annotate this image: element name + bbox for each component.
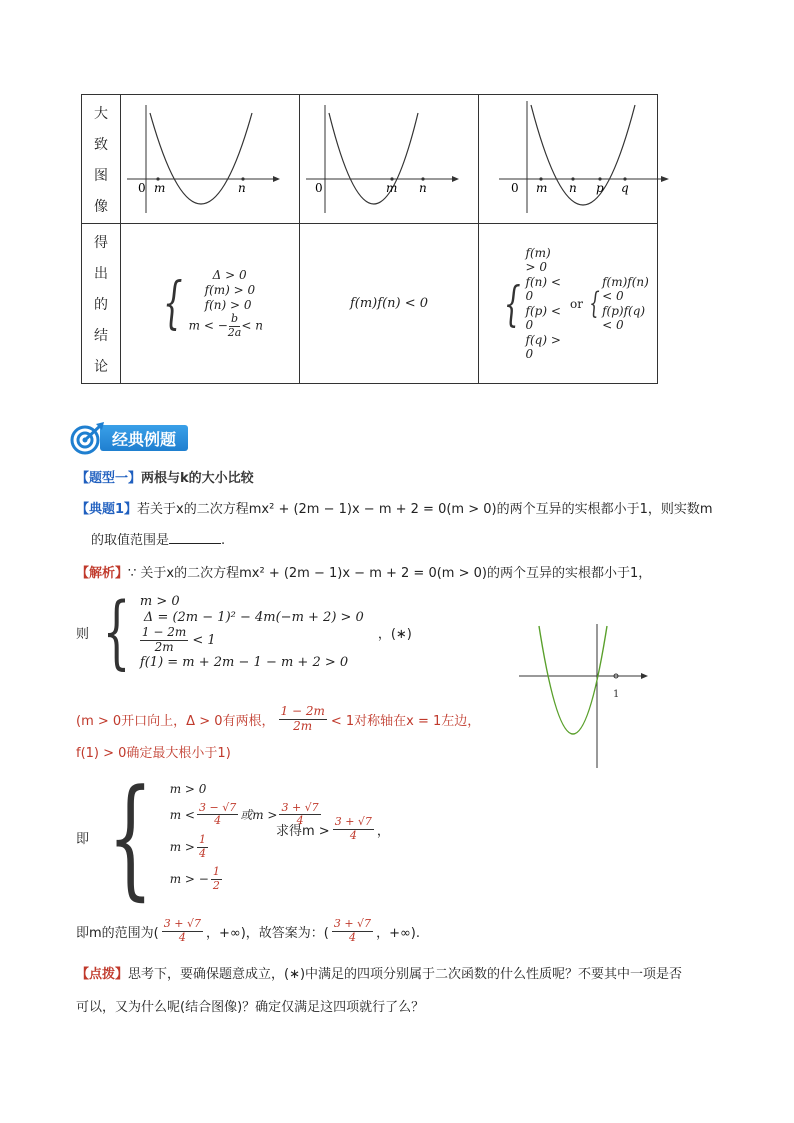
x-axis-arrow (273, 176, 280, 182)
x-axis-arrow (641, 673, 648, 679)
cond-delta: Δ > 0 (212, 267, 247, 282)
m-label: m (536, 181, 548, 195)
header-char: 大 (94, 105, 108, 122)
header-char: 像 (94, 198, 108, 215)
origin-label: 0 (315, 181, 323, 195)
header-char: 得 (94, 234, 108, 251)
example-text: 若关于x的二次方程mx² + (2m − 1)x − m + 2 = 0(m > 0)的两个互异的实根都小于1，则实数m (137, 502, 713, 517)
sys1-cond-3: $\frac{1 - 2m}{2m}$ < 1 (141, 624, 216, 654)
one-label: 1 (613, 689, 620, 700)
x-axis-arrow (661, 176, 669, 182)
cond-fm: f(m) > 0 (204, 282, 256, 297)
row-header-graph (82, 95, 121, 224)
cond-fp: f(p) < 0 (525, 304, 561, 332)
cond-fn: f(n) < 0 (525, 275, 561, 303)
roots-comparison-table (81, 94, 658, 384)
reasoning-line-2: f(1) > 0确定最大根小于1) (76, 746, 231, 761)
solution-parabola-graph (515, 622, 655, 772)
row-header-conclusion (82, 224, 121, 384)
sys2-cond-1: m > 0 (169, 781, 207, 796)
hint-line-2: 可以，又为什么呢(结合图像)？确定仅满足这四项就行了么？ (76, 1000, 425, 1015)
sys1-cond-4: f(1) = m + 2m − 1 − m + 2 > 0 (139, 655, 349, 671)
header-char: 论 (94, 358, 108, 375)
m-label: m (386, 181, 398, 195)
hint-line-1: 【点拨】思考下，要确保题意成立，(∗)中满足的四项分别属于二次函数的什么性质呢？不要其中一项是否 (76, 967, 683, 982)
header-char: 结 (94, 327, 108, 344)
sys2-cond-3: m > $\frac{1}{4}$ (169, 832, 206, 860)
sys2-cond-2: m < $\frac{3 - √7}{4}$ 或m > $\frac{3 + √7}{4}$ (169, 800, 319, 828)
target-icon (68, 421, 108, 457)
header-char: 图 (94, 167, 108, 184)
reasoning-line-1: (m > 0开口向上，Δ > 0有两根， $\frac{1 - 2m}{2m}$ < 1对称轴在x = 1左边， (76, 704, 481, 733)
sys2-cond-4: m > − $\frac{1}{2}$ (169, 865, 220, 892)
header-char: 的 (94, 296, 108, 313)
cond-fpfq: f(p)f(q) < 0 (602, 304, 646, 332)
n-label: n (238, 181, 246, 195)
section-banner (68, 421, 188, 455)
solution-line-1: 【解析】∵ 关于x的二次方程mx² + (2m − 1)x − m + 2 = 0(m > 0)的两个互异的实根都小于1， (76, 566, 652, 581)
graph-roots-in-two-intervals (479, 95, 658, 224)
cond-fmfn: f(m)f(n) < 0 (602, 275, 649, 303)
parabola-curve (329, 113, 418, 204)
example-line-2: 的取值范围是 . (91, 533, 226, 548)
conclusion-1: { Δ > 0 f(m) > 0 f(n) > 0 m < − $\frac{b}{2a}$ < n (121, 224, 300, 384)
sys1-cond-2: Δ = (2m − 1)² − 4m(−m + 2) > 0 (143, 609, 364, 625)
section-title: 经典例题 (100, 425, 188, 451)
p-label: p (596, 181, 604, 195)
cond-fm: f(m) > 0 (525, 246, 551, 274)
graph-both-roots-between (121, 95, 300, 224)
condition-system: 则 { m > 0 Δ = (2m − 1)² − 4m(−m + 2) > 0 $\frac{1 - 2m}{2m}$ < 1 f(1) = m + 2m − 1 − m + 2 > 0 ，(∗) (76, 585, 412, 678)
header-char: 出 (94, 265, 108, 282)
x-axis-arrow (452, 176, 459, 182)
header-char: 致 (94, 136, 108, 153)
sys1-cond-1: m > 0 (139, 593, 180, 609)
origin-label: 0 (138, 181, 146, 195)
solved-system: 即 { m > 0 m < $\frac{3 - √7}{4}$ 或m > $\frac{3 + √7}{4}$ m > $\frac{1}{4}$ m > − $\frac{1}{2}$ (76, 772, 323, 902)
q-label: q (621, 181, 629, 195)
question-type-heading: 【题型一】两根与k的大小比较 (76, 471, 254, 486)
m-label: m (154, 181, 166, 195)
example-line-1: 【典题1】若关于x的二次方程mx² + (2m − 1)x − m + 2 = 0(m > 0)的两个互异的实根都小于1，则实数m (76, 502, 713, 517)
answer-range-line: 即m的范围为( $\frac{3 + √7}{4}$ ，+∞)，故答案为：( $\frac{3 + √7}{4}$ ，+∞). (76, 917, 420, 944)
n-label: n (419, 181, 427, 195)
or-word: or (570, 296, 583, 311)
conclusion-3: { f(m) > 0 f(n) < 0 f(p) < 0 f(q) > 0 or { f(m)f(n) < 0 f(p)f(q) < 0 (479, 224, 658, 384)
cond-axis: m < − $\frac{b}{2a}$ < n (188, 311, 263, 339)
n-label: n (569, 181, 577, 195)
origin-label: 0 (511, 181, 519, 195)
conclusion-2: f(m)f(n) < 0 (300, 224, 479, 384)
cond-fn: f(n) > 0 (204, 297, 252, 312)
cond-fq: f(q) > 0 (525, 333, 561, 361)
solve-result: 求得m > $\frac{3 + √7}{4}$ ， (276, 815, 390, 842)
graph-one-root-between (300, 95, 479, 224)
star-mark: ，(∗) (377, 626, 412, 642)
answer-blank (169, 531, 221, 544)
